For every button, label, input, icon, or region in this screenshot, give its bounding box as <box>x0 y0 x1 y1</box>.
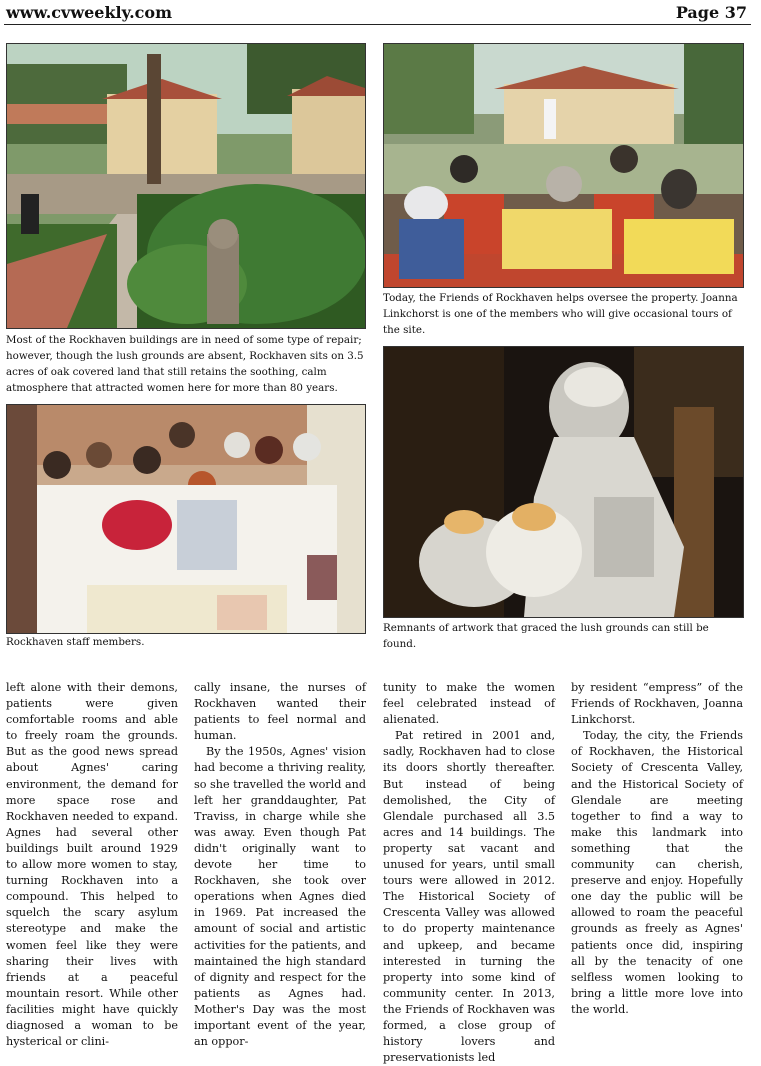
meeting-photo <box>383 43 744 288</box>
courtyard-photo <box>6 43 366 329</box>
meeting-caption: Today, the Friends of Rockhaven helps oversee the property. Joanna Linkchorst is one of the members who will give occasional tours of the site. <box>383 292 738 336</box>
column-3-paragraph: Pat retired in 2001 and, sadly, Rockhaven had to close its doors shortly thereafter. But instead of being demolished, the City of Glendale purchased all 3.5 acres and 14 buildings. The property sat vacant and unused for years, until small tours were allowed in 2012. The Historical Society of Crescenta Valley was allowed to do property maintenance and upkeep, and became interested in turning the property into some kind of community center. In 2013, the Friends of Rockhaven was formed, a close group of history lovers and preservationists led <box>383 729 555 1065</box>
staff-caption: Rockhaven staff members. <box>6 636 145 648</box>
article-column-1 <box>6 680 178 1050</box>
staff-photo <box>6 404 366 634</box>
column-3-paragraph: tunity to make the women feel celebrated instead of alienated. <box>383 681 555 727</box>
courtyard-caption: Most of the Rockhaven buildings are in need of some type of repair; however, though the lush grounds are absent, Rockhaven sits on 3.5 acres of oak covered land that still retains the soothing, calm atmosphere that attracted women here for more than 80 years. <box>6 334 364 394</box>
column-2-paragraph: By the 1950s, Agnes' vision had become a thriving reality, so she travelled the world and left her granddaughter, Pat Traviss, in charge while she was away. Even though Pat didn't originally want to devote her time to Rockhaven, she took over operations when Agnes died in 1969. Pat increased the amount of social and artistic activities for the patients, and maintained the high standard of dignity and respect for the patients as Agnes had. Mother's Day was the most important event of the year, an oppor- <box>194 745 366 1049</box>
page-number: Page 37 <box>675 3 747 22</box>
article-column-3 <box>383 680 555 1066</box>
column-1-paragraph: left alone with their demons, patients were given comfortable rooms and able to freely roam the grounds. But as the good news spread about Agnes' caring environment, the demand for more space rose and Rockhaven needed to expand. Agnes had several other buildings built around 1929 to allow more women to stay, turning Rockhaven into a compound. This helped to squelch the scary asylum stereotype and make the women feel like they were sharing their lives with friends at a peaceful mountain resort. While other facilities might have quickly diagnosed a woman to be hysterical or clini- <box>6 681 178 1049</box>
column-4-paragraph: by resident “empress” of the Friends of Rockhaven, Joanna Linkchorst. <box>571 681 743 727</box>
statue-photo <box>383 346 744 618</box>
site-url: www.cvweekly.com <box>6 3 172 22</box>
statue-caption: Remnants of artwork that graced the lush grounds can still be found. <box>383 622 709 650</box>
article-column-4 <box>571 680 743 1018</box>
column-2-paragraph: cally insane, the nurses of Rockhaven wanted their patients to feel normal and human. <box>194 681 366 743</box>
header-rule <box>4 24 751 25</box>
column-4-paragraph: Today, the city, the Friends of Rockhaven, the Historical Society of Crescenta Valley, and the Historical Society of Glendale are meeting together to find a way to make this landmark into something that the community can cherish, preserve and enjoy. Hopefully one day the public will be allowed to roam the peaceful grounds as freely as Agnes' patients once did, inspiring all by the tenacity of one selfless women looking to bring a little more love into the world. <box>571 729 743 1016</box>
article-column-2 <box>194 680 366 1050</box>
